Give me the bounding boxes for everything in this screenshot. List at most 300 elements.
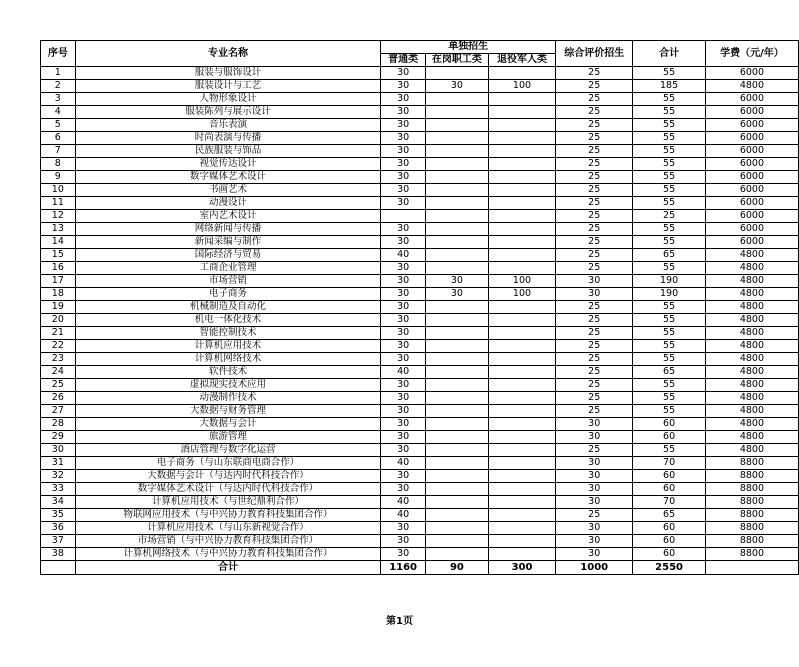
general-cell: 30: [381, 106, 426, 119]
fee-cell: 6000: [705, 93, 798, 106]
inschool-cell: [425, 93, 488, 106]
comprehensive-cell: 25: [556, 405, 633, 418]
table-row: [41, 93, 799, 106]
major-cell: 动漫设计: [75, 197, 381, 210]
total-cell: 185: [633, 80, 706, 93]
table-footer: [41, 561, 799, 575]
seq-cell: 24: [41, 366, 76, 379]
total-cell: 55: [633, 158, 706, 171]
inschool-cell: [425, 405, 488, 418]
veteran-cell: [488, 457, 555, 470]
table-row: [41, 67, 799, 80]
fee-cell: 4800: [705, 392, 798, 405]
general-cell: 30: [381, 483, 426, 496]
total-cell: 55: [633, 197, 706, 210]
major-cell: 市场营销（与中兴协力教育科技集团合作）: [75, 535, 381, 548]
fee-cell: 4800: [705, 327, 798, 340]
fee-cell: 4800: [705, 431, 798, 444]
total-cell: 55: [633, 119, 706, 132]
comprehensive-cell: 25: [556, 444, 633, 457]
general-cell: 30: [381, 314, 426, 327]
seq-cell: 33: [41, 483, 76, 496]
general-cell: 30: [381, 184, 426, 197]
total-cell: 55: [633, 444, 706, 457]
fee-cell: 6000: [705, 197, 798, 210]
total-cell: 55: [633, 262, 706, 275]
fee-cell: 6000: [705, 210, 798, 223]
total-cell: 55: [633, 132, 706, 145]
major-cell: 虚拟现实技术应用: [75, 379, 381, 392]
general-cell: 30: [381, 522, 426, 535]
header-veteran: 退役军人类: [488, 54, 555, 67]
seq-cell: 37: [41, 535, 76, 548]
fee-cell: 4800: [705, 379, 798, 392]
inschool-cell: [425, 392, 488, 405]
seq-cell: 21: [41, 327, 76, 340]
comprehensive-cell: 25: [556, 392, 633, 405]
veteran-cell: [488, 340, 555, 353]
fee-cell: 6000: [705, 145, 798, 158]
veteran-cell: 100: [488, 275, 555, 288]
total-cell: 60: [633, 431, 706, 444]
total-cell: 55: [633, 353, 706, 366]
total-cell: 65: [633, 509, 706, 522]
veteran-cell: [488, 444, 555, 457]
fee-cell: 4800: [705, 418, 798, 431]
major-cell: 物联网应用技术（与中兴协力教育科技集团合作）: [75, 509, 381, 522]
general-cell: 30: [381, 171, 426, 184]
total-cell: 190: [633, 288, 706, 301]
seq-cell: 8: [41, 158, 76, 171]
inschool-cell: [425, 145, 488, 158]
totals-comprehensive: 1000: [556, 561, 633, 575]
total-cell: 60: [633, 522, 706, 535]
totals-general: 1160: [381, 561, 426, 575]
comprehensive-cell: 25: [556, 80, 633, 93]
seq-cell: 14: [41, 236, 76, 249]
total-cell: 55: [633, 184, 706, 197]
comprehensive-cell: 25: [556, 327, 633, 340]
general-cell: 30: [381, 197, 426, 210]
table-row: [41, 223, 799, 236]
inschool-cell: [425, 301, 488, 314]
veteran-cell: [488, 314, 555, 327]
table-row: [41, 418, 799, 431]
comprehensive-cell: 25: [556, 314, 633, 327]
veteran-cell: [488, 392, 555, 405]
fee-cell: 8800: [705, 509, 798, 522]
table-row: [41, 548, 799, 561]
fee-cell: 8800: [705, 535, 798, 548]
table-row: [41, 171, 799, 184]
header-seq: 序号: [41, 41, 76, 67]
fee-cell: 6000: [705, 67, 798, 80]
veteran-cell: [488, 106, 555, 119]
comprehensive-cell: 30: [556, 470, 633, 483]
comprehensive-cell: 25: [556, 119, 633, 132]
inschool-cell: [425, 496, 488, 509]
fee-cell: 8800: [705, 548, 798, 561]
seq-cell: 9: [41, 171, 76, 184]
total-cell: 60: [633, 548, 706, 561]
general-cell: 30: [381, 470, 426, 483]
comprehensive-cell: 25: [556, 67, 633, 80]
general-cell: 30: [381, 353, 426, 366]
inschool-cell: [425, 509, 488, 522]
comprehensive-cell: 30: [556, 457, 633, 470]
major-cell: 计算机网络技术（与中兴协力教育科技集团合作）: [75, 548, 381, 561]
comprehensive-cell: 30: [556, 522, 633, 535]
table-row: [41, 106, 799, 119]
total-cell: 60: [633, 418, 706, 431]
veteran-cell: [488, 223, 555, 236]
comprehensive-cell: 30: [556, 418, 633, 431]
veteran-cell: [488, 405, 555, 418]
inschool-cell: [425, 444, 488, 457]
header-single-enrollment: 单独招生: [381, 41, 556, 54]
veteran-cell: [488, 184, 555, 197]
fee-cell: 4800: [705, 275, 798, 288]
comprehensive-cell: 25: [556, 509, 633, 522]
seq-cell: 7: [41, 145, 76, 158]
veteran-cell: 100: [488, 288, 555, 301]
table-row: [41, 366, 799, 379]
total-cell: 190: [633, 275, 706, 288]
totals-inschool: 90: [425, 561, 488, 575]
general-cell: 30: [381, 132, 426, 145]
major-cell: 计算机应用技术（与山东新视觉合作）: [75, 522, 381, 535]
comprehensive-cell: 25: [556, 145, 633, 158]
table-row: [41, 392, 799, 405]
totals-seq-cell: [41, 561, 76, 575]
table-row: [41, 314, 799, 327]
inschool-cell: [425, 119, 488, 132]
major-cell: 数字媒体艺术设计: [75, 171, 381, 184]
table-row: [41, 275, 799, 288]
general-cell: 30: [381, 340, 426, 353]
veteran-cell: [488, 132, 555, 145]
major-cell: 新闻采编与制作: [75, 236, 381, 249]
comprehensive-cell: 25: [556, 249, 633, 262]
veteran-cell: [488, 67, 555, 80]
seq-cell: 20: [41, 314, 76, 327]
total-cell: 55: [633, 145, 706, 158]
fee-cell: 4800: [705, 80, 798, 93]
admissions-table: [40, 40, 799, 575]
table-row: [41, 509, 799, 522]
veteran-cell: [488, 262, 555, 275]
veteran-cell: [488, 249, 555, 262]
seq-cell: 11: [41, 197, 76, 210]
total-cell: 55: [633, 379, 706, 392]
seq-cell: 12: [41, 210, 76, 223]
general-cell: 40: [381, 249, 426, 262]
table-row: [41, 340, 799, 353]
table-row: [41, 327, 799, 340]
veteran-cell: [488, 236, 555, 249]
table-row: [41, 379, 799, 392]
total-cell: 25: [633, 210, 706, 223]
page-number: 第1页: [386, 616, 413, 627]
total-cell: 60: [633, 470, 706, 483]
seq-cell: 4: [41, 106, 76, 119]
major-cell: 机械制造及自动化: [75, 301, 381, 314]
total-cell: 55: [633, 392, 706, 405]
veteran-cell: [488, 366, 555, 379]
total-cell: 55: [633, 67, 706, 80]
inschool-cell: 30: [425, 80, 488, 93]
inschool-cell: [425, 340, 488, 353]
veteran-cell: [488, 522, 555, 535]
seq-cell: 19: [41, 301, 76, 314]
comprehensive-cell: 25: [556, 340, 633, 353]
veteran-cell: [488, 158, 555, 171]
major-cell: 音乐表演: [75, 119, 381, 132]
seq-cell: 15: [41, 249, 76, 262]
general-cell: 30: [381, 145, 426, 158]
fee-cell: 8800: [705, 483, 798, 496]
major-cell: 机电一体化技术: [75, 314, 381, 327]
total-cell: 55: [633, 327, 706, 340]
general-cell: 40: [381, 366, 426, 379]
comprehensive-cell: 25: [556, 262, 633, 275]
inschool-cell: [425, 535, 488, 548]
total-cell: 55: [633, 301, 706, 314]
veteran-cell: [488, 548, 555, 561]
table-body: [41, 67, 799, 561]
comprehensive-cell: 30: [556, 496, 633, 509]
header-inschool: 在岗职工类: [425, 54, 488, 67]
major-cell: 大数据与财务管理: [75, 405, 381, 418]
total-cell: 55: [633, 236, 706, 249]
veteran-cell: [488, 509, 555, 522]
inschool-cell: [425, 197, 488, 210]
seq-cell: 2: [41, 80, 76, 93]
major-cell: 服装与服饰设计: [75, 67, 381, 80]
comprehensive-cell: 25: [556, 301, 633, 314]
table-row: [41, 236, 799, 249]
general-cell: [381, 210, 426, 223]
comprehensive-cell: 25: [556, 158, 633, 171]
inschool-cell: [425, 262, 488, 275]
general-cell: 40: [381, 496, 426, 509]
fee-cell: 6000: [705, 132, 798, 145]
total-cell: 65: [633, 366, 706, 379]
total-cell: 60: [633, 483, 706, 496]
general-cell: 30: [381, 223, 426, 236]
table-row: [41, 119, 799, 132]
veteran-cell: [488, 301, 555, 314]
general-cell: 30: [381, 379, 426, 392]
inschool-cell: [425, 106, 488, 119]
table-row: [41, 535, 799, 548]
total-cell: 55: [633, 340, 706, 353]
seq-cell: 29: [41, 431, 76, 444]
major-cell: 动漫制作技术: [75, 392, 381, 405]
major-cell: 人物形象设计: [75, 93, 381, 106]
general-cell: 40: [381, 457, 426, 470]
inschool-cell: [425, 457, 488, 470]
veteran-cell: [488, 93, 555, 106]
fee-cell: 6000: [705, 106, 798, 119]
header-comprehensive: 综合评价招生: [556, 41, 633, 67]
fee-cell: 4800: [705, 340, 798, 353]
fee-cell: 4800: [705, 314, 798, 327]
veteran-cell: [488, 353, 555, 366]
major-cell: 旅游管理: [75, 431, 381, 444]
fee-cell: 8800: [705, 496, 798, 509]
major-cell: 网络新闻与传播: [75, 223, 381, 236]
general-cell: 30: [381, 288, 426, 301]
inschool-cell: 30: [425, 275, 488, 288]
table-row: [41, 444, 799, 457]
comprehensive-cell: 25: [556, 93, 633, 106]
major-cell: 室内艺术设计: [75, 210, 381, 223]
veteran-cell: [488, 327, 555, 340]
seq-cell: 28: [41, 418, 76, 431]
fee-cell: 6000: [705, 158, 798, 171]
fee-cell: 6000: [705, 236, 798, 249]
seq-cell: 31: [41, 457, 76, 470]
total-cell: 55: [633, 171, 706, 184]
general-cell: 30: [381, 67, 426, 80]
fee-cell: 4800: [705, 366, 798, 379]
total-cell: 60: [633, 535, 706, 548]
inschool-cell: [425, 483, 488, 496]
veteran-cell: [488, 379, 555, 392]
comprehensive-cell: 25: [556, 236, 633, 249]
fee-cell: 8800: [705, 522, 798, 535]
general-cell: 30: [381, 262, 426, 275]
total-cell: 70: [633, 457, 706, 470]
veteran-cell: [488, 210, 555, 223]
table-row: [41, 431, 799, 444]
table-row: [41, 483, 799, 496]
seq-cell: 17: [41, 275, 76, 288]
inschool-cell: [425, 158, 488, 171]
veteran-cell: [488, 496, 555, 509]
seq-cell: 30: [41, 444, 76, 457]
veteran-cell: [488, 145, 555, 158]
seq-cell: 27: [41, 405, 76, 418]
fee-cell: 4800: [705, 262, 798, 275]
veteran-cell: 100: [488, 80, 555, 93]
general-cell: 30: [381, 80, 426, 93]
seq-cell: 3: [41, 93, 76, 106]
veteran-cell: [488, 197, 555, 210]
comprehensive-cell: 25: [556, 106, 633, 119]
major-cell: 服装设计与工艺: [75, 80, 381, 93]
major-cell: 大数据与会计: [75, 418, 381, 431]
general-cell: 30: [381, 418, 426, 431]
table-row: [41, 405, 799, 418]
fee-cell: 6000: [705, 184, 798, 197]
veteran-cell: [488, 535, 555, 548]
major-cell: 计算机应用技术（与世纪鼎利合作）: [75, 496, 381, 509]
inschool-cell: [425, 314, 488, 327]
general-cell: 30: [381, 119, 426, 132]
seq-cell: 13: [41, 223, 76, 236]
total-cell: 55: [633, 223, 706, 236]
major-cell: 国际经济与贸易: [75, 249, 381, 262]
comprehensive-cell: 30: [556, 483, 633, 496]
comprehensive-cell: 30: [556, 535, 633, 548]
inschool-cell: [425, 171, 488, 184]
fee-cell: 4800: [705, 353, 798, 366]
table-header: [41, 41, 799, 67]
table-row: [41, 301, 799, 314]
fee-cell: 6000: [705, 223, 798, 236]
major-cell: 书画艺术: [75, 184, 381, 197]
general-cell: 30: [381, 535, 426, 548]
inschool-cell: 30: [425, 288, 488, 301]
table-row: [41, 158, 799, 171]
total-cell: 55: [633, 405, 706, 418]
major-cell: 时尚表演与传播: [75, 132, 381, 145]
inschool-cell: [425, 379, 488, 392]
totals-label: 合计: [75, 561, 381, 575]
fee-cell: 8800: [705, 457, 798, 470]
fee-cell: 4800: [705, 288, 798, 301]
veteran-cell: [488, 431, 555, 444]
comprehensive-cell: 25: [556, 223, 633, 236]
totals-row: [41, 561, 799, 575]
general-cell: 30: [381, 301, 426, 314]
table-row: [41, 210, 799, 223]
general-cell: 30: [381, 431, 426, 444]
major-cell: 计算机应用技术: [75, 340, 381, 353]
fee-cell: 8800: [705, 470, 798, 483]
general-cell: 30: [381, 93, 426, 106]
comprehensive-cell: 30: [556, 548, 633, 561]
header-general: 普通类: [381, 54, 426, 67]
general-cell: 30: [381, 275, 426, 288]
major-cell: 酒店管理与数字化运营: [75, 444, 381, 457]
comprehensive-cell: 25: [556, 366, 633, 379]
inschool-cell: [425, 236, 488, 249]
major-cell: 市场营销: [75, 275, 381, 288]
inschool-cell: [425, 366, 488, 379]
table-row: [41, 249, 799, 262]
fee-cell: 4800: [705, 249, 798, 262]
header-total: 合计: [633, 41, 706, 67]
inschool-cell: [425, 418, 488, 431]
comprehensive-cell: 25: [556, 171, 633, 184]
header-major: 专业名称: [75, 41, 381, 67]
table-row: [41, 470, 799, 483]
totals-fee: [705, 561, 798, 575]
total-cell: 55: [633, 314, 706, 327]
table-row: [41, 132, 799, 145]
seq-cell: 18: [41, 288, 76, 301]
major-cell: 电子商务: [75, 288, 381, 301]
inschool-cell: [425, 353, 488, 366]
fee-cell: 4800: [705, 301, 798, 314]
major-cell: 大数据与会计（与达内时代科技合作）: [75, 470, 381, 483]
inschool-cell: [425, 249, 488, 262]
total-cell: 70: [633, 496, 706, 509]
total-cell: 55: [633, 93, 706, 106]
table-row: [41, 80, 799, 93]
table-row: [41, 262, 799, 275]
general-cell: 30: [381, 158, 426, 171]
major-cell: 视觉传达设计: [75, 158, 381, 171]
seq-cell: 35: [41, 509, 76, 522]
inschool-cell: [425, 327, 488, 340]
major-cell: 智能控制技术: [75, 327, 381, 340]
inschool-cell: [425, 522, 488, 535]
veteran-cell: [488, 418, 555, 431]
